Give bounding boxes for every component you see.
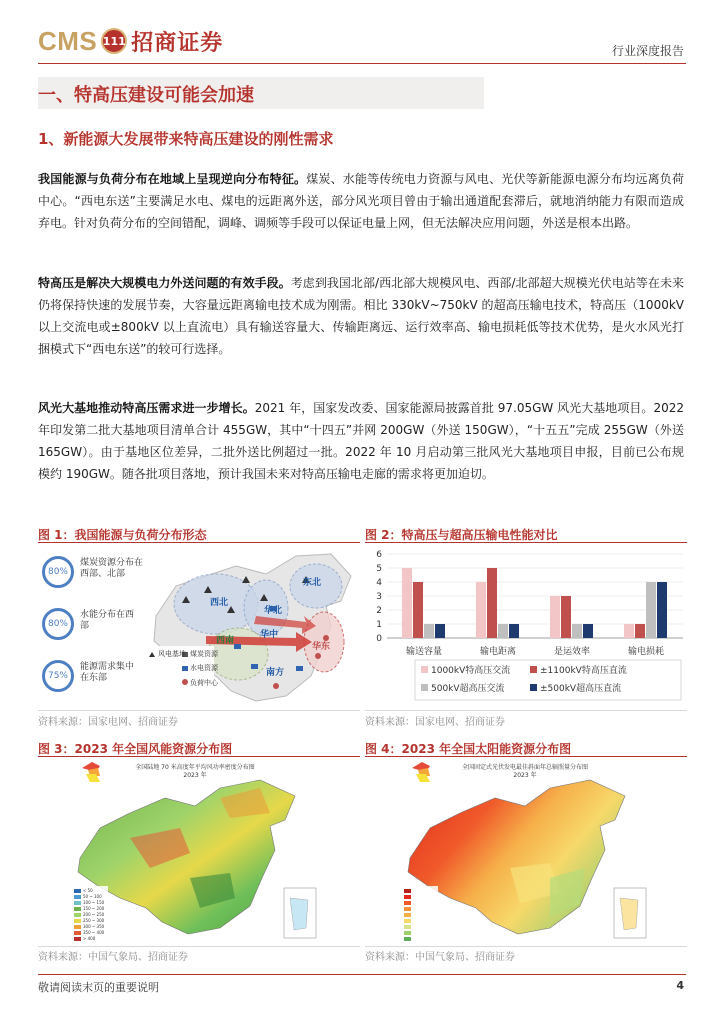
solar-map-graphic [400,758,650,944]
subsection-title: 1、新能源大发展带来特高压建设的刚性需求 [38,130,334,148]
coal-share-label: 煤炭资源分布在西部、北部 [80,558,144,579]
figure-3-source: 资料来源：中国气象局、招商证券 [38,952,188,963]
chart-bar [424,624,434,638]
figure-4-caption: 图 4：2023 年全国太阳能资源分布图 [365,742,572,756]
region-label-east: 华东 [312,642,331,652]
wind-legend-3: 150 ~ 200 [83,906,105,911]
paragraph-3 [38,397,684,485]
chart-bar [635,624,645,638]
region-label-northwest: 西北 [210,598,229,608]
chart-bar [550,596,560,638]
chart-bar [435,624,445,638]
section-title: 一、特高压建设可能会加速 [38,85,254,106]
chart-y-tick-label: 3 [376,592,382,602]
region-label-central: 华中 [260,630,279,640]
figure-2-source: 资料来源：国家电网、招商证券 [365,717,505,728]
demand-share-label: 能源需求集中在东部 [80,662,135,683]
region-label-northeast: 东北 [303,578,322,588]
header-divider [38,63,686,64]
chart-legend-label: ±1100kV特高压直流 [540,666,627,676]
logo-seal-icon: 111 [101,28,127,54]
chart-legend-label: 1000kV特高压交流 [431,666,511,676]
paragraph-1-lead: 我国能源与负荷分布在地域上呈现逆向分布特征。 [38,172,307,186]
wind-legend-0: < 50 [83,888,93,893]
chart-y-tick-label: 5 [376,564,382,574]
solar-map-year: 2023 年 [513,772,537,779]
wind-legend-7: 350 ~ 400 [83,930,105,935]
chart-x-tick-label: 输送容量 [405,647,443,657]
figure-2-caption: 图 2：特高压与超高压输电性能对比 [365,528,558,542]
report-type-label: 行业深度报告 [611,44,684,58]
solar-map-title: 全国固定式光伏发电最佳斜面年总辐照量分布图 [461,764,588,771]
figure-4-caption-rule [365,756,687,757]
wind-map-year: 2023 年 [183,772,207,779]
logo-chinese-text: 招商证券 [131,29,224,56]
chart-y-tick-label: 2 [376,606,382,616]
chart-legend-swatch [530,666,537,673]
chart-bar [583,624,593,638]
wind-legend-2: 100 ~ 150 [83,900,105,905]
figure-1-bottom-rule [38,710,360,711]
chart-y-tick-label: 4 [376,578,382,588]
paragraph-3-text: 2021 年，国家发改委、国家能源局披露首批 97.05GW 风光大基地项目。2022 年印发第二批大基地项目清单合计 455GW，其中“十四五”并网 200GW（外送 150GW），“十五五”完成 255GW（外送 165GW）。由于基地区位差异，二批外送比例超过一批。2022 年 10 月启动第三批风光大基地项目申报，目前已公布规模约 190GW。随各批项目落地，预计我国未来对特高压输电走廊的需求将更加迫切。 [38,401,684,481]
chart-legend-swatch [530,684,537,691]
chart-legend-swatch [421,684,428,691]
logo-latin-text: CMS [38,25,98,56]
wind-legend-1: 50 ~ 100 [83,894,102,899]
region-label-south: 南方 [266,668,285,678]
footer-divider [38,974,686,975]
figure-2-bar-chart [365,546,687,711]
chart-bar [624,624,634,638]
figure-2-caption-rule [365,542,687,543]
chart-y-tick-label: 6 [376,550,382,560]
page-number: 4 [676,979,684,992]
bar-chart-svg [365,546,687,711]
chart-legend-label: ±500kV超高压直流 [540,684,622,694]
chart-bar [487,568,497,638]
chart-x-tick-label: 输电距离 [479,647,517,657]
wind-legend-4: 200 ~ 250 [83,912,105,917]
wind-legend-8: > 400 [83,936,96,941]
chart-bar [657,582,667,638]
wind-legend-5: 250 ~ 300 [83,918,105,923]
region-label-north: 华北 [264,606,283,616]
chart-x-tick-label: 输电损耗 [627,647,665,657]
chart-bar [413,582,423,638]
chart-bar [498,624,508,638]
figure-1-caption-rule [38,542,360,543]
paragraph-1-text: 煤炭、水能等传统电力资源与风电、光伏等新能源电源分布均远离负荷中心。“西电东送”主要满足水电、煤电的远距离外送，部分风光项目曾由于输出通道配套滞后，就地消纳能力有限而造成弃电。针对负荷分布的空间错配，调峰、调频等手段可以保证电量上网，但无法解决应用问题，外送是根本出路。 [38,172,684,230]
figure-1-caption: 图 1：我国能源与负荷分布形态 [38,528,207,542]
chart-bar [402,568,412,638]
figure-3-caption: 图 3：2023 年全国风能资源分布图 [38,742,233,756]
chart-legend-swatch [421,666,428,673]
coal-share-badge: 80% [42,556,74,588]
paragraph-2 [38,272,684,360]
figure-4-bottom-rule [365,946,687,947]
hydro-share-label: 水能分布在西部 [80,610,135,631]
paragraph-2-lead: 特高压是解决大规模电力外送问题的有效手段。 [38,276,291,290]
wind-legend-6: 300 ~ 350 [83,924,105,929]
legend-load-center: 负荷中心 [190,679,218,687]
figure-2-bottom-rule [365,710,687,711]
chart-y-tick-label: 0 [376,634,382,644]
chart-bar [561,596,571,638]
chart-bar [572,624,582,638]
legend-wind-base: 风电基地 [158,650,186,658]
chart-bar [476,582,486,638]
wind-resource-map [70,758,320,944]
chart-legend-label: 500kV超高压交流 [431,684,505,694]
paragraph-2-text: 考虑到我国北部/西北部大规模风电、西部/北部超大规模光伏电站等在未来仍将保持快速的发展节奏，大容量远距离输电技术成为刚需。相比 330kV~750kV 的超高压输电技术，特高压（1000kV 以上交流电或±800kV 以上直流电）具有输送容量大、传输距离远、运行效率高、输电损耗低等技术优势，是火水风光打捆模式下“西电东送”的较可行选择。 [38,276,684,356]
wind-map-graphic [70,758,320,944]
chart-x-tick-label: 是运效率 [553,647,591,657]
figure-4-source: 资料来源：中国气象局、招商证券 [365,952,515,963]
china-energy-map-graphic [146,546,358,704]
paragraph-3-lead: 风光大基地推动特高压需求进一步增长。 [38,401,255,415]
footer-disclaimer: 敬请阅读末页的重要说明 [38,981,159,994]
chart-bar [646,582,656,638]
legend-hydro: 水电资源 [190,664,218,672]
chart-y-tick-label: 1 [376,620,382,630]
legend-coal: 煤炭资源 [190,650,218,658]
figure-3-bottom-rule [38,946,360,947]
solar-resource-map [400,758,650,944]
demand-share-badge: 75% [42,660,74,692]
chart-bar [509,624,519,638]
figure-1-source: 资料来源：国家电网、招商证券 [38,717,178,728]
figure-3-caption-rule [38,756,360,757]
figure-1-energy-distribution [38,546,360,706]
wind-map-title: 全国陆地 70 米高度年平均风功率密度分布图 [135,764,255,771]
hydro-share-badge: 80% [42,608,74,640]
company-logo [38,24,223,58]
paragraph-1 [38,168,684,234]
region-label-southwest: 西南 [216,636,235,646]
